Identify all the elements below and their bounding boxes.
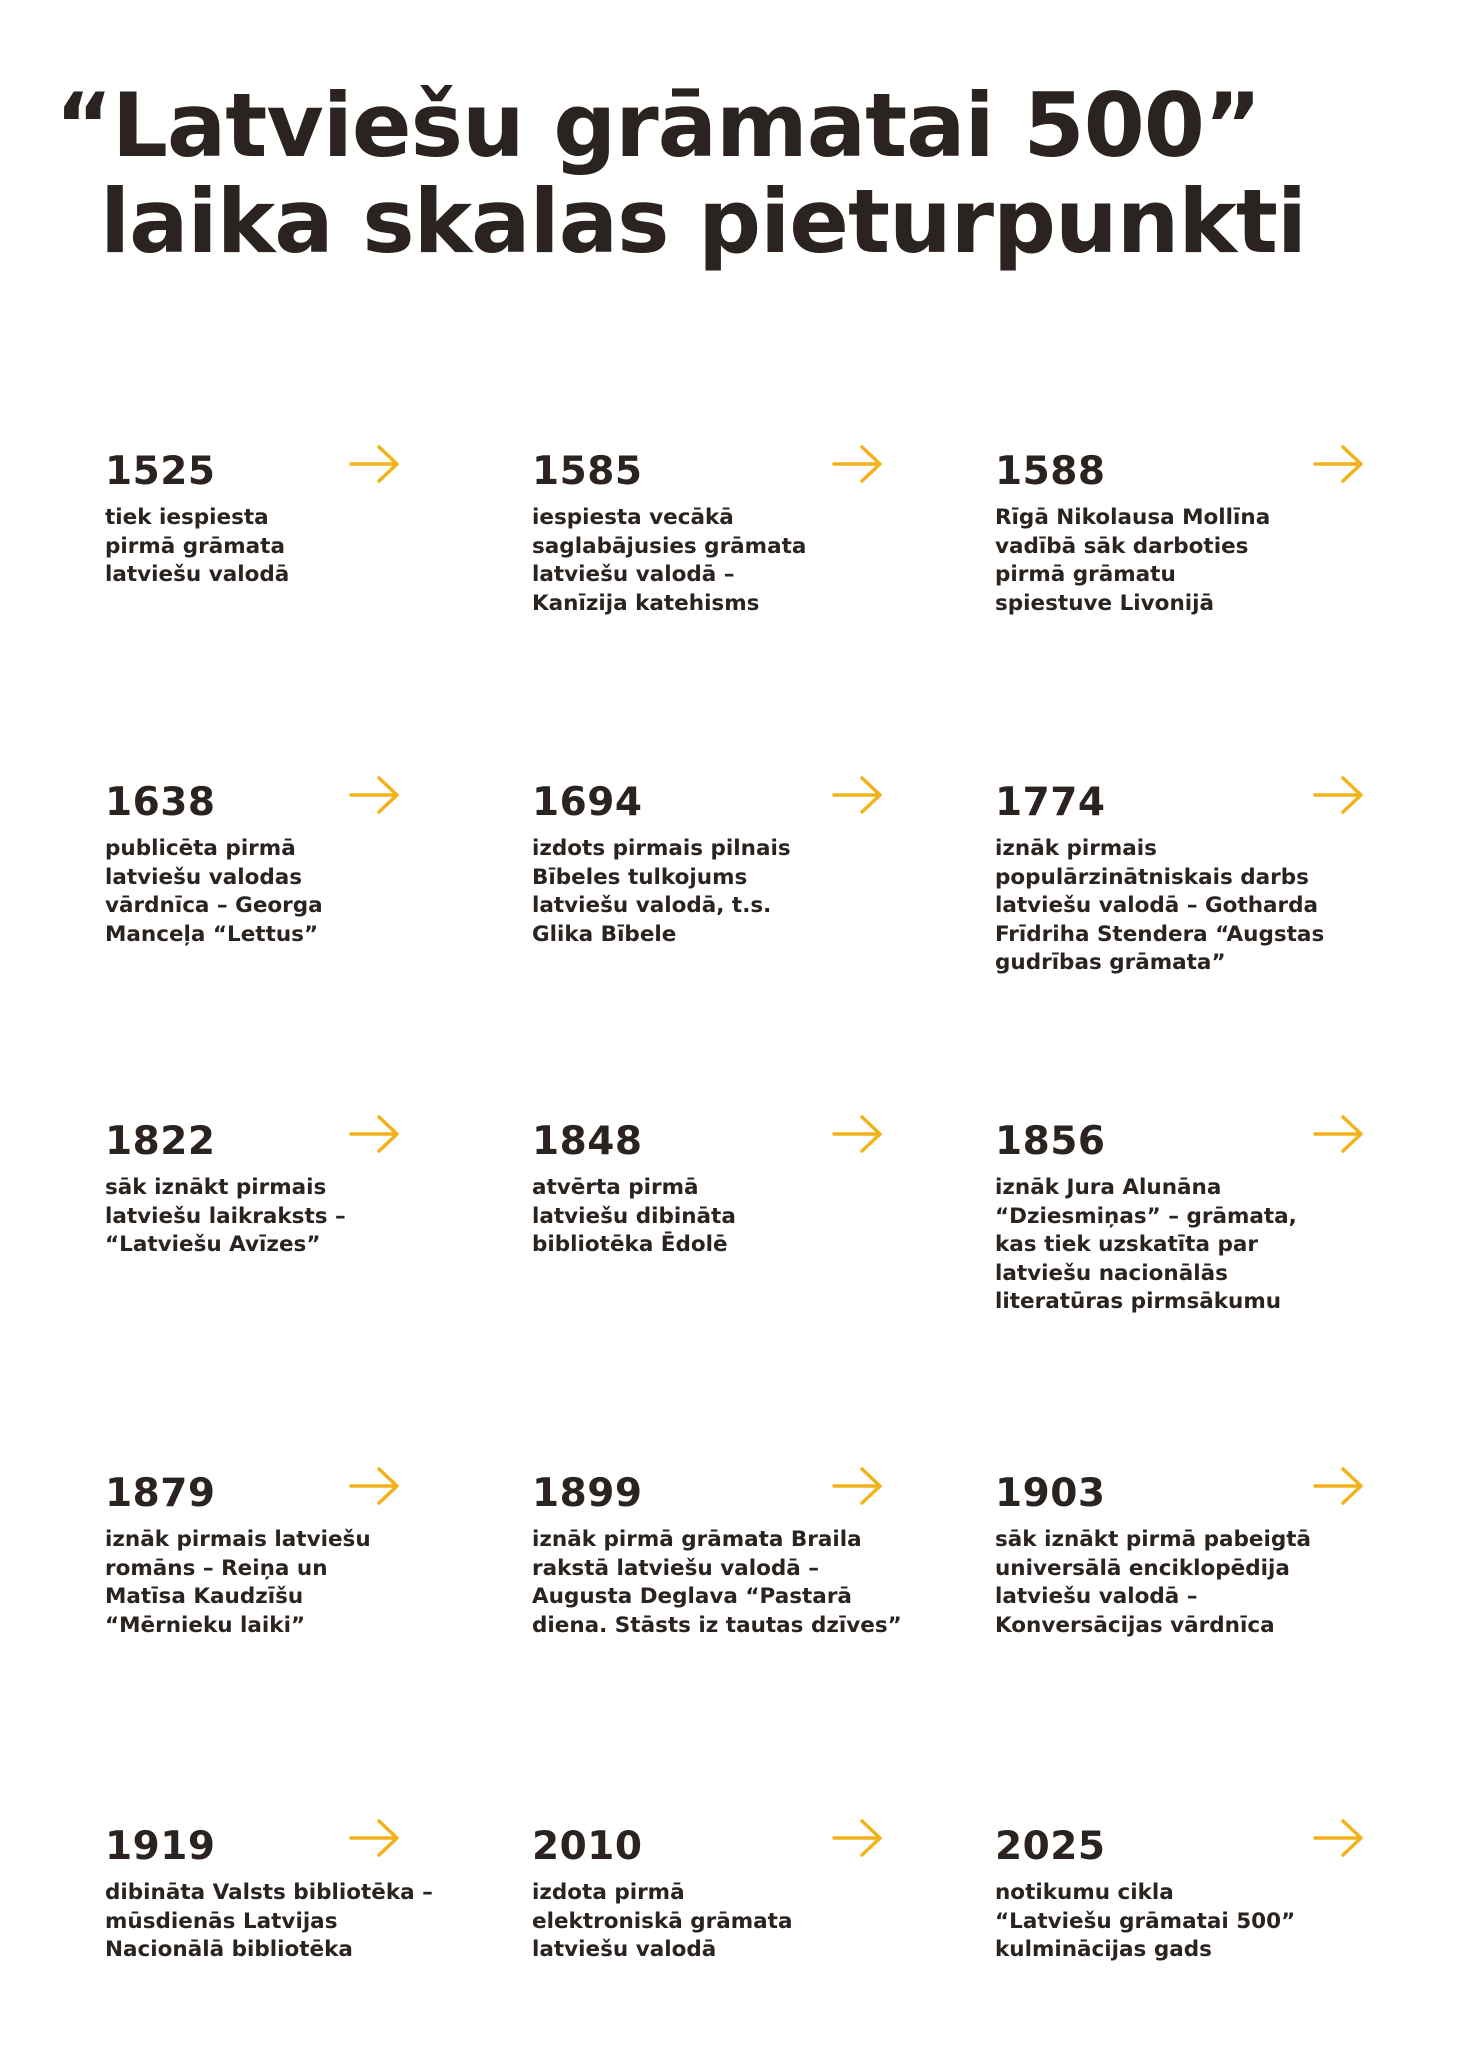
milestone-year: 1903 bbox=[995, 1471, 1106, 1516]
milestone-description: tiek iespiesta pirmā grāmata latviešu valodā bbox=[105, 505, 290, 587]
milestone-description: iespiesta vecākā saglabājusies grāmata latviešu valodā – Kanīzija katehisms bbox=[532, 505, 807, 616]
arrow-right-icon bbox=[1313, 775, 1365, 815]
milestone-1638 bbox=[105, 781, 485, 949]
page-title-line-1: “Latviešu grāmatai 500” bbox=[55, 74, 1261, 177]
page-title-line-2: laika skalas pieturpunkti bbox=[100, 170, 1307, 273]
arrow-right-icon bbox=[832, 1466, 884, 1506]
milestone-year: 1899 bbox=[532, 1471, 643, 1516]
arrow-right-icon bbox=[1313, 1818, 1365, 1858]
milestone-year: 1822 bbox=[105, 1119, 216, 1164]
milestone-description: notikumu cikla “Latviešu grāmatai 500” kulminācijas gads bbox=[995, 1880, 1296, 1962]
milestone-year: 1879 bbox=[105, 1471, 216, 1516]
milestone-description: Rīgā Nikolausa Mollīna vadībā sāk darboties pirmā grāmatu spiestuve Livonijā bbox=[995, 505, 1271, 616]
arrow-right-icon bbox=[349, 1114, 401, 1154]
milestone-description: publicēta pirmā latviešu valodas vārdnīca – Georga Manceļa “Lettus” bbox=[105, 836, 323, 947]
milestone-year: 1694 bbox=[532, 780, 643, 825]
arrow-right-icon bbox=[832, 775, 884, 815]
milestone-description: izdots pirmais pilnais Bībeles tulkojums latviešu valodā, t.s. Glika Bībele bbox=[532, 836, 791, 947]
arrow-right-icon bbox=[349, 1466, 401, 1506]
milestone-description: iznāk pirmais latviešu romāns – Reiņa un Matīsa Kaudzīšu “Mērnieku laiki” bbox=[105, 1527, 371, 1638]
milestone-1525 bbox=[105, 450, 485, 590]
arrow-right-icon bbox=[1313, 1114, 1365, 1154]
arrow-right-icon bbox=[349, 444, 401, 484]
arrow-right-icon bbox=[349, 775, 401, 815]
milestone-description: iznāk pirmais populārzinātniskais darbs latviešu valodā – Gotharda Frīdriha Stendera “Augstas gudrības grāmata” bbox=[995, 836, 1325, 975]
milestone-description: dibināta Valsts bibliotēka – mūsdienās Latvijas Nacionālā bibliotēka bbox=[105, 1880, 433, 1962]
arrow-right-icon bbox=[349, 1818, 401, 1858]
milestone-description: sāk iznākt pirmā pabeigtā universālā enciklopēdija latviešu valodā – Konversācijas vārdnīca bbox=[995, 1527, 1312, 1638]
milestone-year: 1588 bbox=[995, 449, 1106, 494]
milestone-year: 2010 bbox=[532, 1824, 643, 1869]
milestone-1822 bbox=[105, 1120, 485, 1260]
milestone-year: 1638 bbox=[105, 780, 216, 825]
milestone-year: 1856 bbox=[995, 1119, 1106, 1164]
milestone-description: atvērta pirmā latviešu dibināta bibliotēka Ēdolē bbox=[532, 1175, 736, 1257]
milestone-description: iznāk Jura Alunāna “Dziesmiņas” – grāmata, kas tiek uzskatīta par latviešu nacionālās literatūras pirmsākumu bbox=[995, 1175, 1297, 1314]
milestone-description: iznāk pirmā grāmata Braila rakstā latviešu valodā – Augusta Deglava “Pastarā diena. Stāsts iz tautas dzīves” bbox=[532, 1527, 902, 1638]
milestone-year: 2025 bbox=[995, 1824, 1106, 1869]
milestone-year: 1774 bbox=[995, 780, 1106, 825]
milestone-year: 1585 bbox=[532, 449, 643, 494]
arrow-right-icon bbox=[1313, 1466, 1365, 1506]
arrow-right-icon bbox=[1313, 444, 1365, 484]
arrow-right-icon bbox=[832, 1114, 884, 1154]
milestone-1919 bbox=[105, 1825, 485, 1965]
milestone-year: 1848 bbox=[532, 1119, 643, 1164]
arrow-right-icon bbox=[832, 1818, 884, 1858]
milestone-1879 bbox=[105, 1472, 485, 1640]
milestone-description: sāk iznākt pirmais latviešu laikraksts – “Latviešu Avīzes” bbox=[105, 1175, 346, 1257]
milestone-description: izdota pirmā elektroniskā grāmata latviešu valodā bbox=[532, 1880, 793, 1962]
milestone-year: 1525 bbox=[105, 449, 216, 494]
milestone-year: 1919 bbox=[105, 1824, 216, 1869]
arrow-right-icon bbox=[832, 444, 884, 484]
